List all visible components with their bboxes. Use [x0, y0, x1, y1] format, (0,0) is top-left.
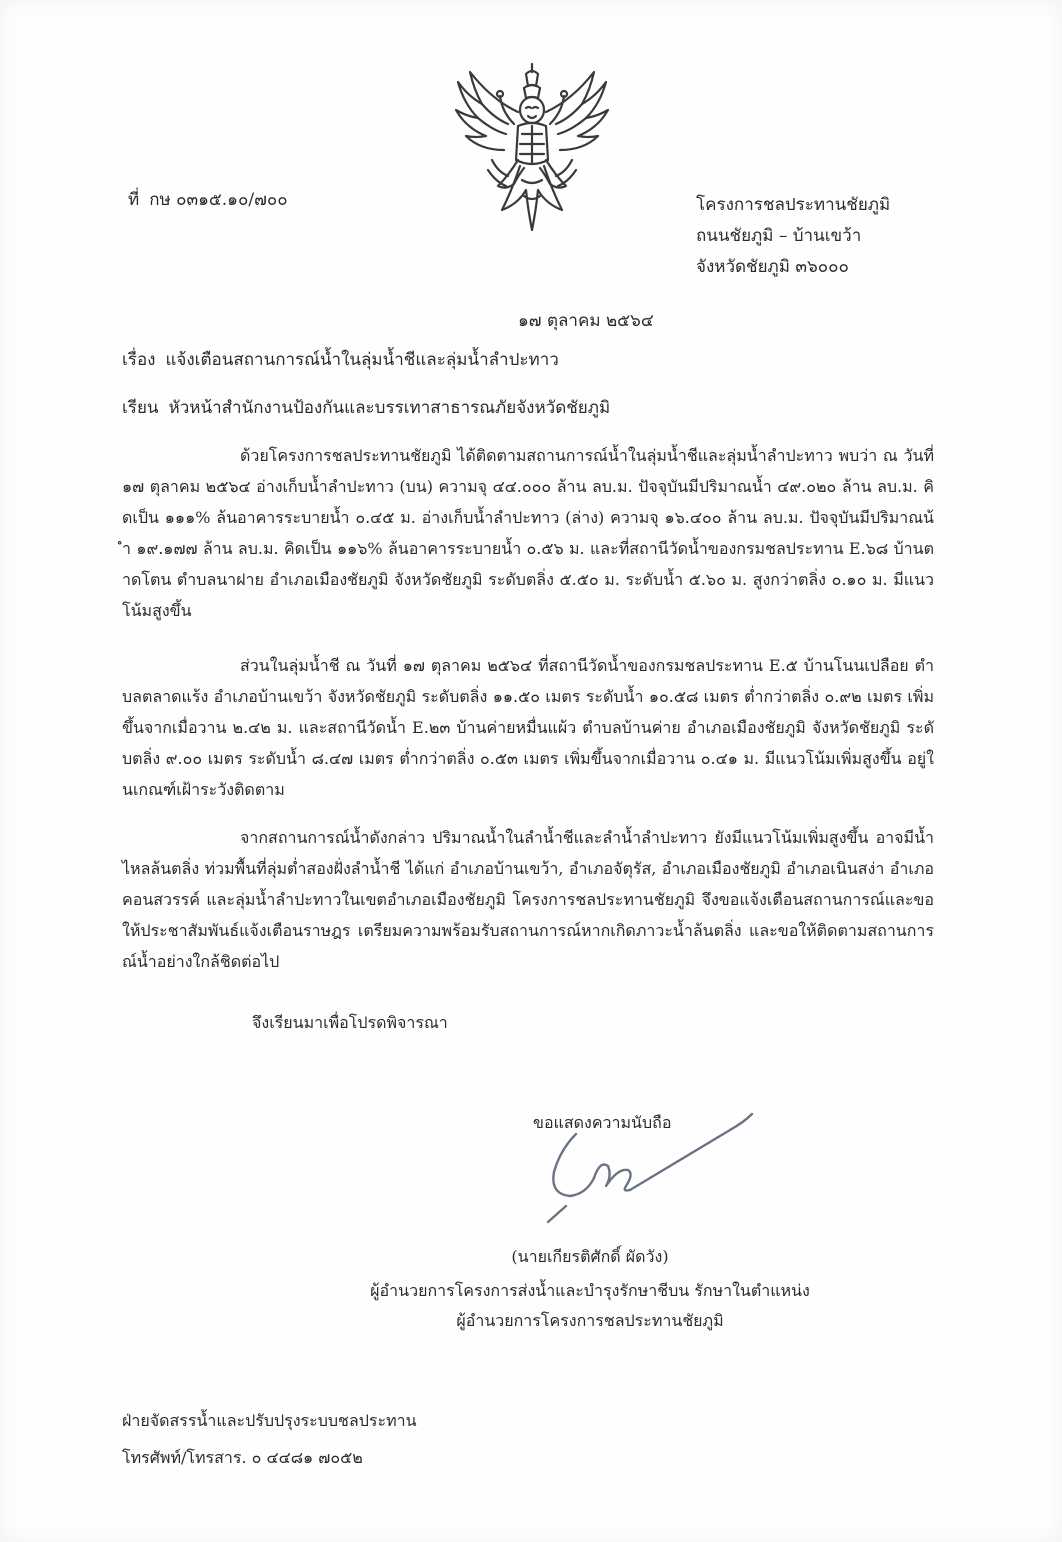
document-number-label: ที่ [128, 190, 140, 210]
signer-name: (นายเกียรติศักดิ์ ผัดวัง) [511, 1247, 669, 1266]
subject-line [122, 349, 559, 371]
footer-phone: โทรศัพท์/โทรสาร. ๐ ๔๔๘๑ ๗๐๕๒ [122, 1448, 363, 1467]
recipient-text: หัวหน้าสำนักงานป้องกันและบรรเทาสาธารณภัยจังหวัดชัยภูมิ [168, 398, 611, 418]
document-date: ๑๗ ตุลาคม ๒๕๖๔ [518, 311, 654, 331]
subject-text: แจ้งเตือนสถานการณ์น้ำในลุ่มน้ำชีและลุ่มน้ำลำปะทาว [165, 350, 559, 370]
sender-line-2: ถนนชัยภูมิ – บ้านเขว้า [696, 226, 862, 246]
sender-line-1: โครงการชลประทานชัยภูมิ [696, 195, 891, 215]
body-paragraph-1: ด้วยโครงการชลประทานชัยภูมิ ได้ติดตามสถานการณ์น้ำในลุ่มน้ำชีและลุ่มน้ำลำปะทาว พบว่า ณ วันที่ ๑๗ ตุลาคม ๒๕๖๔ อ่างเก็บน้ำลำปะทาว (บน) ความจุ ๔๔.๐๐๐ ล้าน ลบ.ม. ปัจจุบันมีปริมาณน้ำ ๔๙.๐๒๐ ล้าน ลบ.ม. คิดเป็น ๑๑๑% ล้นอาคารระบายน้ำ ๐.๔๕ ม. อ่างเก็บน้ำลำปะทาว (ล่าง) ความจุ ๑๖.๔๐๐ ล้าน ลบ.ม. ปัจจุบันมีปริมาณน้ำ ๑๙.๑๗๗ ล้าน ลบ.ม. คิดเป็น ๑๑๖% ล้นอาคารระบายน้ำ ๐.๕๖ ม. และที่สถานีวัดน้ำของกรมชลประทาน E.๖๘ บ้านตาดโตน ตำบลนาฝาย อำเภอเมืองชัยภูมิ จังหวัดชัยภูมิ ระดับตลิ่ง ๕.๕๐ ม. ระดับน้ำ ๕.๖๐ ม. สูงกว่าตลิ่ง ๐.๑๐ ม. มีแนวโน้มสูงขึ้น [122, 446, 934, 620]
closing-line: จึงเรียนมาเพื่อโปรดพิจารณา [252, 1013, 448, 1032]
body-paragraph-3: จากสถานการณ์น้ำดังกล่าว ปริมาณน้ำในลำน้ำชีและลำน้ำลำปะทาว ยังมีแนวโน้มเพิ่มสูงขึ้น อาจมีน้ำไหลล้นตลิ่ง ท่วมพื้นที่ลุ่มต่ำสองฝั่งลำน้ำชี ได้แก่ อำเภอบ้านเขว้า, อำเภอจัตุรัส, อำเภอเมืองชัยภูมิ อำเภอเนินสง่า อำเภอคอนสวรรค์ และลุ่มน้ำลำปะทาวในเขตอำเภอเมืองชัยภูมิ โครงการชลประทานชัยภูมิ จึงขอแจ้งเตือนสถานการณ์และขอให้ประชาสัมพันธ์แจ้งเตือนราษฎร เตรียมความพร้อมรับสถานการณ์หากเกิดภาวะน้ำล้นตลิ่ง และขอให้ติดตามสถานการณ์น้ำอย่างใกล้ชิดต่อไป [122, 828, 934, 971]
footer-department: ฝ่ายจัดสรรน้ำและปรับปรุงระบบชลประทาน [122, 1411, 417, 1430]
document-number [128, 189, 288, 211]
sender-address [696, 190, 890, 283]
body-paragraph-2: ส่วนในลุ่มน้ำชี ณ วันที่ ๑๗ ตุลาคม ๒๕๖๔ ที่สถานีวัดน้ำของกรมชลประทาน E.๕ บ้านโนนเปลือย ตำบลตลาดแร้ง อำเภอบ้านเขว้า จังหวัดชัยภูมิ ระดับตลิ่ง ๑๑.๕๐ เมตร ระดับน้ำ ๑๐.๕๘ เมตร ต่ำกว่าตลิ่ง ๐.๙๒ เมตร เพิ่มขึ้นจากเมื่อวาน ๒.๔๒ ม. และสถานีวัดน้ำ E.๒๓ บ้านค่ายหมื่นแผ้ว ตำบลบ้านค่าย อำเภอเมืองชัยภูมิ จังหวัดชัยภูมิ ระดับตลิ่ง ๙.๐๐ เมตร ระดับน้ำ ๘.๔๗ เมตร ต่ำกว่าตลิ่ง ๐.๕๓ เมตร เพิ่มขึ้นจากเมื่อวาน ๐.๔๑ ม. มีแนวโน้มเพิ่มสูงขึ้น อยู่ในเกณฑ์เฝ้าระวังติดตาม [122, 656, 934, 799]
salutation: ขอแสดงความนับถือ [533, 1113, 672, 1132]
garuda-emblem-icon [452, 60, 612, 238]
document-number-value: กษ ๐๓๑๕.๑๐/๗๐๐ [149, 190, 288, 210]
handwritten-signature [530, 1090, 770, 1240]
signer-position-1: ผู้อำนวยการโครงการส่งน้ำและบำรุงรักษาชีบน รักษาในตำแหน่ง [370, 1281, 810, 1300]
recipient-label: เรียน [122, 398, 159, 418]
subject-label: เรื่อง [122, 350, 156, 370]
sender-line-3: จังหวัดชัยภูมิ ๓๖๐๐๐ [696, 257, 849, 277]
recipient-line [122, 397, 610, 419]
signer-position-2: ผู้อำนวยการโครงการชลประทานชัยภูมิ [456, 1311, 724, 1330]
